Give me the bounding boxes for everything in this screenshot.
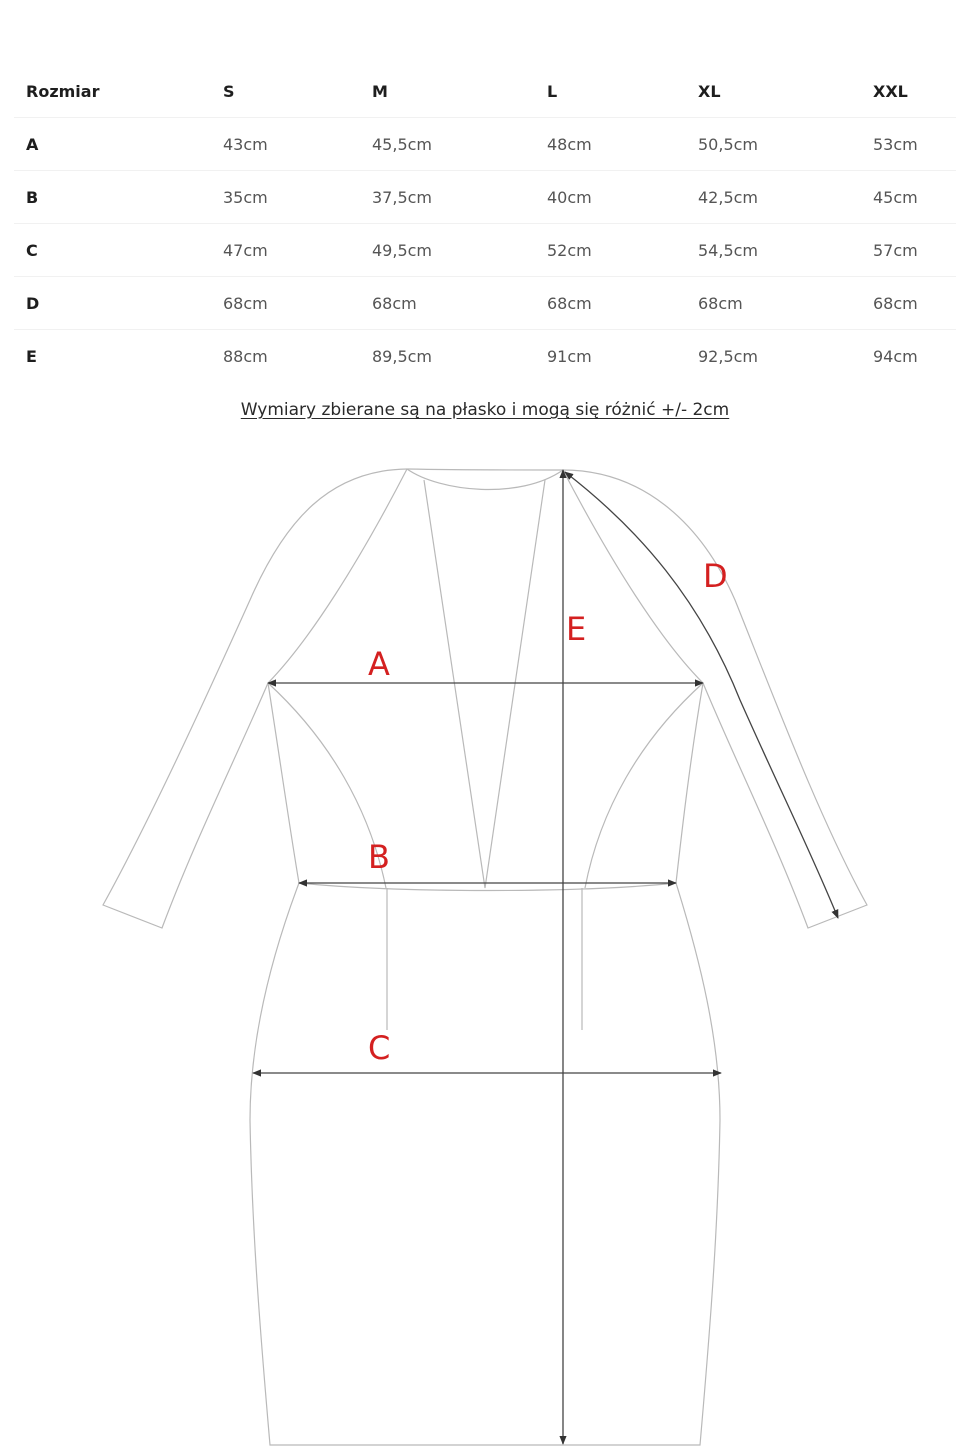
table-cell: 49,5cm (360, 224, 535, 277)
table-cell: 92,5cm (698, 346, 759, 366)
header-l: L (535, 65, 686, 118)
label-d: D (703, 557, 728, 595)
table-cell: 88cm (223, 346, 268, 366)
table-cell: 42,5cm (686, 171, 861, 224)
row-label: E (26, 346, 37, 366)
header-xxl: XXL (861, 65, 956, 118)
table-row (14, 118, 956, 171)
label-e: E (566, 610, 587, 648)
label-b: B (368, 838, 390, 876)
table-cell: 68cm (861, 277, 956, 330)
row-label: C (14, 224, 211, 277)
label-a: A (368, 645, 390, 683)
table-header-row (14, 65, 956, 118)
row-label: A (14, 118, 211, 171)
table-row (14, 277, 956, 330)
table-cell: 48cm (535, 118, 686, 171)
row-label: B (14, 171, 211, 224)
table-cell: 68cm (360, 277, 535, 330)
dress-outline (103, 469, 867, 1445)
header-size: Rozmiar (14, 65, 211, 118)
table-cell: 52cm (535, 224, 686, 277)
table-row (14, 171, 956, 224)
table-cell: 68cm (686, 277, 861, 330)
table-cell: 68cm (211, 277, 360, 330)
header-xl: XL (686, 65, 861, 118)
table-cell: 40cm (535, 171, 686, 224)
table-row (14, 224, 956, 277)
dress-measurement-diagram (0, 440, 970, 1452)
table-cell: 57cm (861, 224, 956, 277)
table-cell: 45cm (861, 171, 956, 224)
table-cell: 47cm (211, 224, 360, 277)
measurement-note: Wymiary zbierane są na płasko i mogą się różnić +/- 2cm (240, 400, 730, 420)
label-c: C (368, 1029, 391, 1067)
header-m: M (360, 65, 535, 118)
header-s: S (211, 65, 360, 118)
table-cell: 43cm (211, 118, 360, 171)
table-row (14, 330, 956, 383)
table-cell: 37,5cm (360, 171, 535, 224)
table-cell: 94cm (873, 346, 918, 366)
table-cell: 50,5cm (686, 118, 861, 171)
table-cell: 91cm (547, 346, 592, 366)
size-table (14, 65, 956, 382)
table-cell: 53cm (861, 118, 956, 171)
table-cell: 54,5cm (686, 224, 861, 277)
row-label: D (14, 277, 211, 330)
table-cell: 89,5cm (372, 346, 433, 366)
table-cell: 45,5cm (360, 118, 535, 171)
table-cell: 35cm (211, 171, 360, 224)
table-cell: 68cm (535, 277, 686, 330)
